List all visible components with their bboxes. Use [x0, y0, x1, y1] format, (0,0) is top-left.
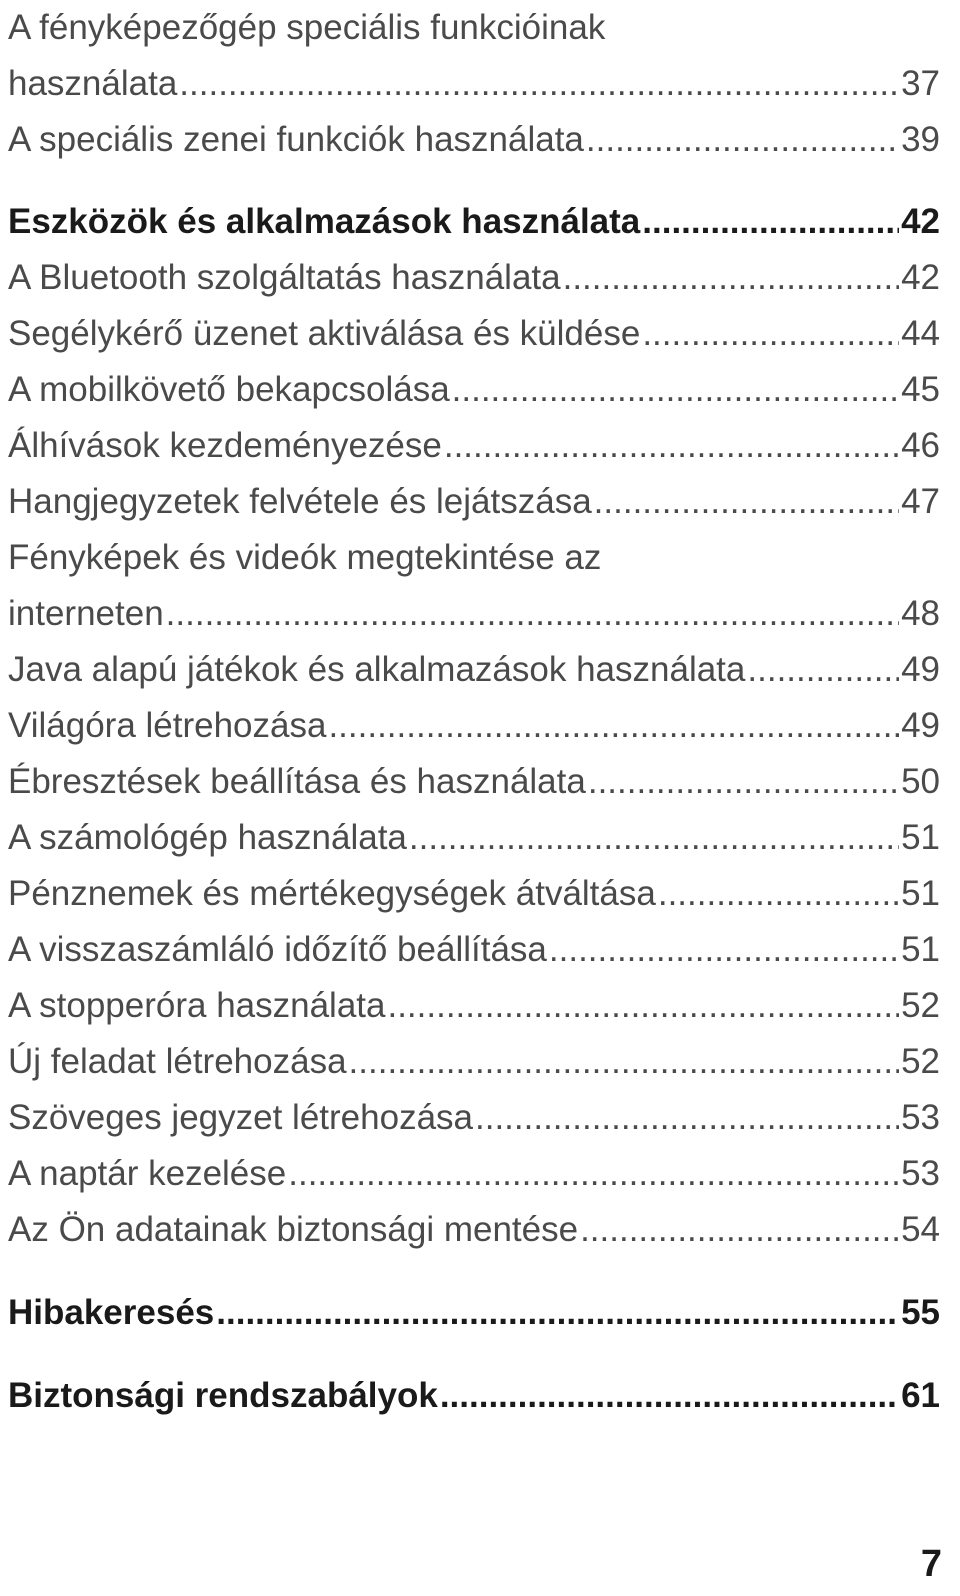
toc-entry-title: A stopperóra használata	[8, 986, 386, 1025]
toc-entry-page: 46	[901, 426, 940, 465]
toc-entry-page: 45	[901, 370, 940, 409]
dot-leader	[164, 586, 899, 642]
toc-entry-title: Szöveges jegyzet létrehozása	[8, 1098, 473, 1137]
toc-entry[interactable]	[8, 698, 940, 754]
toc-entry-title: Világóra létrehozása	[8, 706, 327, 745]
toc-entry[interactable]	[8, 362, 940, 418]
toc-entry[interactable]	[8, 810, 940, 866]
section-spacer	[8, 1258, 940, 1285]
toc-entry[interactable]	[8, 474, 940, 530]
toc-section-title: Eszközök és alkalmazások használata	[8, 202, 641, 241]
toc-entry-page: 48	[901, 594, 940, 633]
toc-entry-page: 52	[901, 986, 940, 1025]
dot-leader	[584, 112, 899, 168]
section-spacer	[8, 1341, 940, 1368]
toc-entry-page: 50	[901, 762, 940, 801]
toc-entry-page: 54	[901, 1210, 940, 1249]
section-spacer	[8, 168, 940, 194]
toc-entry-page: 39	[901, 120, 940, 159]
dot-leader	[561, 250, 899, 306]
toc-entry-camera-line1	[8, 0, 940, 56]
dot-leader	[578, 1202, 899, 1258]
toc-entry-music[interactable]	[8, 112, 940, 168]
dot-leader	[286, 1146, 899, 1202]
toc-entry-title: Az Ön adatainak biztonsági mentése	[8, 1210, 579, 1249]
toc-entry-page: 44	[901, 314, 940, 353]
dot-leader	[385, 978, 899, 1034]
table-of-contents	[8, 0, 940, 1424]
dot-leader	[450, 362, 899, 418]
toc-entry[interactable]	[8, 866, 940, 922]
toc-section-safety[interactable]	[8, 1368, 940, 1424]
toc-entry-page: 52	[901, 1042, 940, 1081]
toc-entry[interactable]	[8, 418, 940, 474]
toc-section-page: 42	[901, 202, 940, 241]
dot-leader	[592, 474, 899, 530]
toc-entry-page: 42	[901, 258, 940, 297]
dot-leader	[640, 306, 899, 362]
dot-leader	[438, 1368, 899, 1424]
toc-entry-title: A naptár kezelése	[8, 1154, 287, 1193]
toc-entry-page: 51	[901, 874, 940, 913]
dot-leader	[177, 56, 899, 112]
toc-entry-page: 49	[901, 706, 940, 745]
toc-entry-title: A speciális zenei funkciók használata	[8, 120, 584, 159]
toc-entry-title: A Bluetooth szolgáltatás használata	[8, 258, 561, 297]
toc-entry-title: A mobilkövető bekapcsolása	[8, 370, 450, 409]
toc-entry-page: 47	[901, 482, 940, 521]
toc-entry-title: Álhívások kezdeményezése	[8, 426, 442, 465]
dot-leader	[473, 1090, 899, 1146]
toc-entry-page: 51	[901, 930, 940, 969]
dot-leader	[442, 418, 899, 474]
toc-entry-page: 49	[901, 650, 940, 689]
page-number: 7	[920, 1543, 942, 1585]
toc-entry-title: Java alapú játékok és alkalmazások használata	[8, 650, 746, 689]
toc-section-tools[interactable]	[8, 194, 940, 250]
toc-entry-title: Ébresztések beállítása és használata	[8, 762, 586, 801]
dot-leader	[347, 1034, 900, 1090]
toc-entry[interactable]	[8, 754, 940, 810]
toc-entry-page: 37	[901, 64, 940, 103]
toc-section-troubleshooting[interactable]	[8, 1285, 940, 1341]
toc-entry-photos-line1	[8, 530, 940, 586]
dot-leader	[640, 194, 899, 250]
toc-entry[interactable]	[8, 978, 940, 1034]
toc-entry[interactable]	[8, 306, 940, 362]
toc-entry-title: Fényképek és videók megtekintése az	[8, 538, 602, 577]
toc-section-page: 55	[901, 1293, 940, 1332]
toc-entry[interactable]	[8, 1202, 940, 1258]
toc-entry-title: A visszaszámláló időzítő beállítása	[8, 930, 547, 969]
toc-entry[interactable]	[8, 922, 940, 978]
toc-entry-camera[interactable]	[8, 56, 940, 112]
dot-leader	[586, 754, 899, 810]
dot-leader	[745, 642, 899, 698]
toc-entry[interactable]	[8, 1146, 940, 1202]
toc-section-page: 61	[901, 1376, 940, 1415]
dot-leader	[547, 922, 899, 978]
toc-entry-title: Pénznemek és mértékegységek átváltása	[8, 874, 656, 913]
toc-entry-title: interneten	[8, 594, 164, 633]
toc-entry-page: 51	[901, 818, 940, 857]
toc-entry-title: Segélykérő üzenet aktiválása és küldése	[8, 314, 641, 353]
toc-entry[interactable]	[8, 250, 940, 306]
toc-entry[interactable]	[8, 1034, 940, 1090]
toc-entry-page: 53	[901, 1154, 940, 1193]
toc-entry-title: Hangjegyzetek felvétele és lejátszása	[8, 482, 592, 521]
toc-entry-title: használata	[8, 64, 178, 103]
toc-section-title: Biztonsági rendszabályok	[8, 1376, 438, 1415]
toc-entry[interactable]	[8, 642, 940, 698]
toc-entry-page: 53	[901, 1098, 940, 1137]
dot-leader	[214, 1285, 899, 1341]
toc-entry[interactable]	[8, 1090, 940, 1146]
dot-leader	[407, 810, 899, 866]
toc-entry-title: Új feladat létrehozása	[8, 1042, 347, 1081]
toc-entry-photos[interactable]	[8, 586, 940, 642]
toc-section-title: Hibakeresés	[8, 1293, 215, 1332]
toc-entry-title: A számológép használata	[8, 818, 407, 857]
toc-entry-title: A fényképezőgép speciális funkcióinak	[8, 8, 606, 47]
dot-leader	[656, 866, 899, 922]
dot-leader	[326, 698, 899, 754]
